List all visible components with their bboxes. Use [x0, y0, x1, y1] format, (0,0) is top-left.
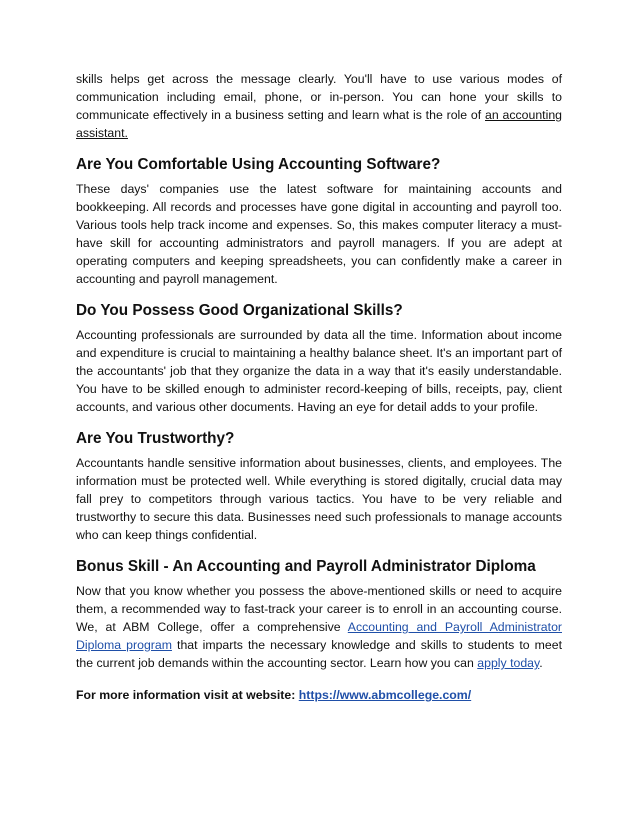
- accounting-assistant-link[interactable]: an accounting assistant.: [76, 108, 562, 140]
- footer-label: For more information visit at website:: [76, 688, 299, 702]
- section-heading-trustworthy: Are You Trustworthy?: [76, 430, 235, 447]
- apply-today-link[interactable]: apply today: [477, 656, 540, 670]
- intro-text: skills helps get across the message clearly. You'll have to use various modes of communication including email, phone, or in-person. You can hone your skills to communicate effectively in a business setting and learn what is the role of: [76, 72, 562, 122]
- website-link[interactable]: https://www.abmcollege.com/: [298, 688, 472, 702]
- section-heading-bonus: Bonus Skill - An Accounting and Payroll Administrator Diploma: [76, 558, 536, 575]
- bonus-text-before: Now that you know whether you possess the above-mentioned skills or need to acquire them, a recommended way to fast-track your career is to enroll in an accounting course. We, at ABM College, offer a comprehensive: [76, 584, 562, 634]
- diploma-program-link[interactable]: Accounting and Payroll Administrator Diploma program: [76, 620, 562, 652]
- footer-line: [76, 686, 562, 704]
- section-body-trustworthy: Accountants handle sensitive information about businesses, clients, and employees. The information must be protected well. While everything is stored digitally, crucial data may fall prey to competitors through various tactics. You have to be very reliable and trustworthy to secure this data. Businesses need such professionals to manage accounts who can keep things confidential.: [76, 456, 562, 542]
- document-page: [76, 70, 562, 716]
- section-heading-software: Are You Comfortable Using Accounting Software?: [76, 156, 441, 173]
- section-body-software: These days' companies use the latest software for maintaining accounts and bookkeeping. All records and processes have gone digital in accounting and payroll too. Various tools help track income and expenses. So, this makes computer literacy a must-have skill for accounting administrators and payroll managers. If you are adept at operating computers and keeping spreadsheets, you can confidently make a career in accounting and payroll management.: [76, 182, 562, 286]
- section-body-bonus: [76, 582, 562, 672]
- section-body-organizational: Accounting professionals are surrounded by data all the time. Information about income and expenditure is crucial to maintaining a healthy balance sheet. It's an important part of the accountants' job that they organize the data in a way that it's easily understandable. You have to be skilled enough to administer record-keeping of bills, receipts, pay, client accounts, and various other documents. Having an eye for detail adds to your profile.: [76, 328, 562, 414]
- bonus-text-after: .: [539, 656, 543, 670]
- bonus-text-middle: that imparts the necessary knowledge and skills to students to meet the current job demands within the accounting sector. Learn how you can: [76, 638, 562, 670]
- section-heading-organizational: Do You Possess Good Organizational Skills?: [76, 302, 403, 319]
- intro-paragraph: [76, 70, 562, 142]
